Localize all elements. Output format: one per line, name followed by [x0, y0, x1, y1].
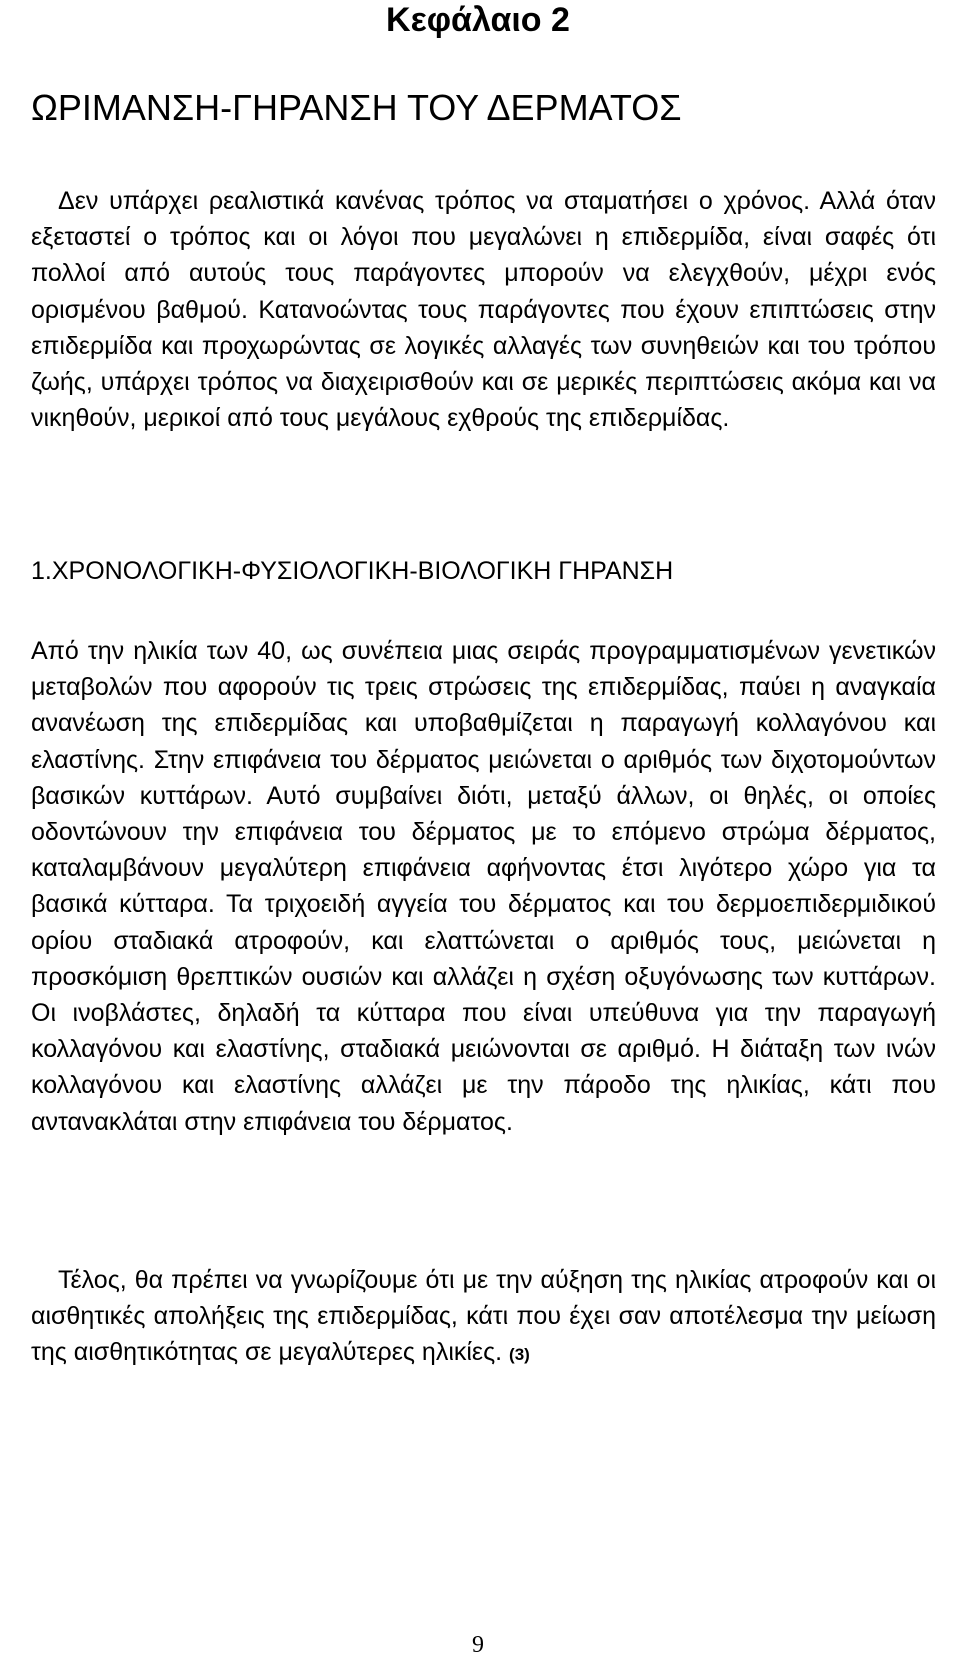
closing-paragraph-text: Τέλος, θα πρέπει να γνωρίζουμε ότι με την αύξηση της ηλικίας ατροφούν και οι αισθητικές απολήξεις της επιδερμίδας, κάτι που έχει σαν αποτέλεσμα την μείωση της αισθητικότητας σε μεγαλύτερες ηλικίες. — [31, 1266, 936, 1367]
closing-paragraph — [31, 1262, 936, 1374]
intro-paragraph: Δεν υπάρχει ρεαλιστικά κανένας τρόπος να σταματήσει ο χρόνος. Αλλά όταν εξεταστεί ο τρόπος και οι λόγοι που μεγαλώνει η επιδερμίδα, είναι σαφές ότι πολλοί από αυτούς τους παράγοντες μπορούν να ελεγχθούν, μέχρι ενός ορισμένου βαθμού. Κατανοώντας τους παράγοντες που έχουν επιπτώσεις στην επιδερμίδα και προχωρώντας σε λογικές αλλαγές των συνηθειών και του τρόπου ζωής, υπάρχει τρόπος να διαχειρισθούν και σε μερικές περιπτώσεις ακόμα και να νικηθούν, μερικοί από τους μεγάλους εχθρούς της επιδερμίδας. — [31, 187, 936, 433]
chapter-title: Κεφάλαιο 2 — [386, 1, 570, 39]
document-title: ΩΡΙΜΑΝΣΗ-ΓΗΡΑΝΣΗ ΤΟΥ ΔΕΡΜΑΤΟΣ — [31, 87, 682, 128]
section-paragraph: Από την ηλικία των 40, ως συνέπεια μιας σειράς προγραμματισμένων γενετικών μεταβολών που αφορούν τις τρεις στρώσεις της επιδερμίδας, παύει η αναγκαία ανανέωση της επιδερμίδας και υποβαθμίζεται η παραγωγή κολλαγόνου και ελαστίνης. Στην επιφάνεια του δέρματος μειώνεται ο αριθμός των διχοτομούντων βασικών κυττάρων. Αυτό συμβαίνει διότι, μεταξύ άλλων, οι θηλές, οι οποίες οδοντώνουν την επιφάνεια του δέρματος με το επόμενο στρώμα δέρματος, καταλαμβάνουν μεγαλύτερη επιφάνεια αφήνοντας έτσι λιγότερο χώρο για τα βασικά κύτταρα. Τα τριχοειδή αγγεία του δέρματος και του δερμοεπιδερμιδικού ορίου σταδιακά ατροφούν, και ελαττώνεται ο αριθμός τους, μειώνεται η προσκόμιση θρεπτικών ουσιών και αλλάζει η σχέση οξυγόνωσης των κυττάρων. Οι ινοβλάστες, δηλαδή τα κύτταρα που είναι υπεύθυνα για την παραγωγή κολλαγόνου και ελαστίνης, σταδιακά μειώνονται σε αριθμό. Η διάταξη των ινών κολλαγόνου και ελαστίνης αλλάζει με την πάροδο της ηλικίας, κάτι που αντανακλάται στην επιφάνεια του δέρματος. — [31, 637, 936, 1136]
section-heading: 1.ΧΡΟΝΟΛΟΓΙΚΗ-ΦΥΣΙΟΛΟΓΙΚΗ-ΒΙΟΛΟΓΙΚΗ ΓΗΡΑΝΣΗ — [31, 557, 674, 585]
reference-marker: (3) — [509, 1345, 530, 1365]
page-number: 9 — [472, 1632, 484, 1658]
